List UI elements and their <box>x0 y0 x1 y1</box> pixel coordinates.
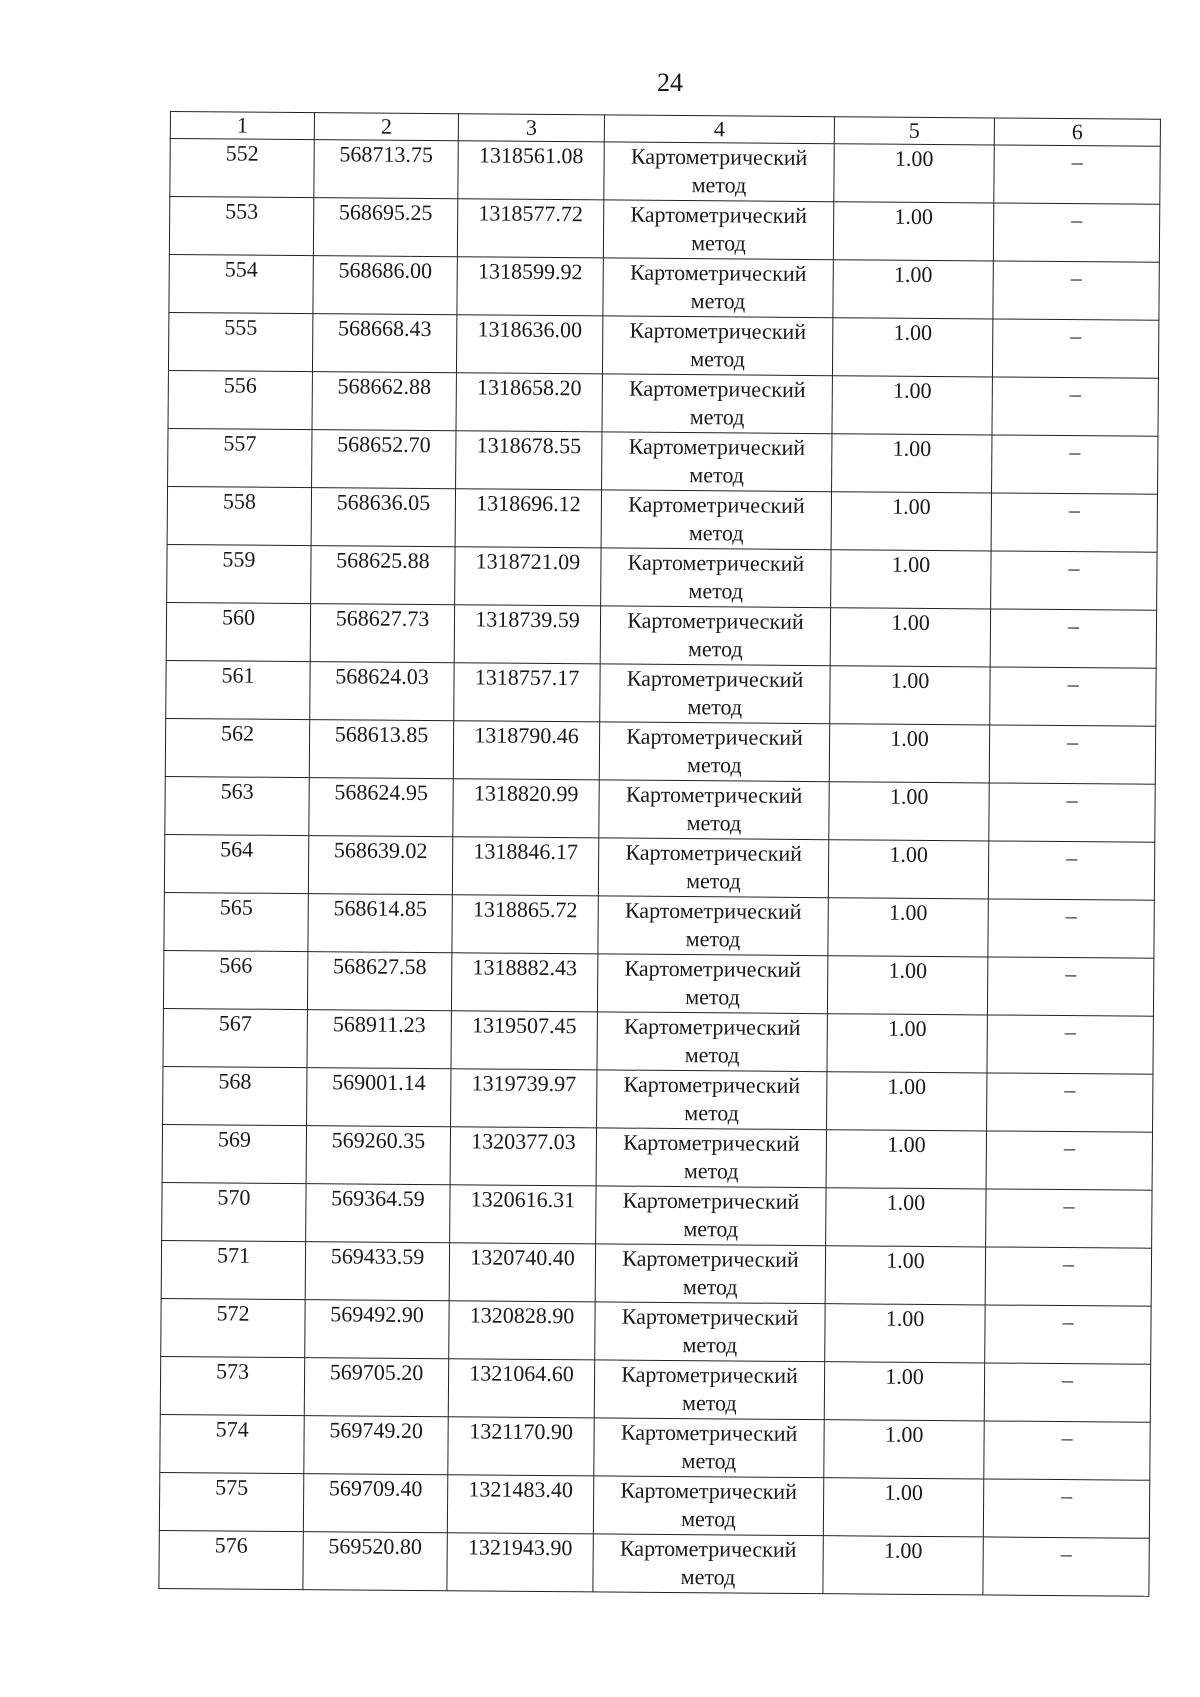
accuracy-cell: 1.00 <box>827 1014 987 1073</box>
coordinates-table <box>158 111 1161 1597</box>
point-number-cell: 559 <box>167 544 311 603</box>
x-coordinate-cell: 568652.70 <box>312 430 456 489</box>
y-coordinate-cell: 1318678.55 <box>456 431 602 490</box>
method-cell: Картометрический метод <box>594 1418 824 1478</box>
table-row <box>168 312 1158 378</box>
y-coordinate-cell: 1321483.40 <box>447 1475 593 1534</box>
x-coordinate-cell: 569705.20 <box>304 1358 448 1417</box>
note-cell: – <box>988 899 1154 958</box>
x-coordinate-cell: 568662.88 <box>312 372 456 431</box>
y-coordinate-cell: 1318846.17 <box>452 837 598 896</box>
x-coordinate-cell: 569260.35 <box>306 1126 450 1185</box>
method-cell: Картометрический метод <box>594 1360 824 1420</box>
table-row <box>161 1298 1151 1364</box>
table-row <box>163 1008 1153 1074</box>
point-number-cell: 575 <box>159 1472 303 1531</box>
note-cell: – <box>987 957 1153 1016</box>
note-cell: – <box>993 203 1159 262</box>
x-coordinate-cell: 568627.73 <box>310 604 454 663</box>
point-number-cell: 569 <box>162 1124 306 1183</box>
x-coordinate-cell: 569001.14 <box>307 1068 451 1127</box>
y-coordinate-cell: 1319507.45 <box>451 1011 597 1070</box>
point-number-cell: 555 <box>168 312 312 371</box>
point-number-cell: 572 <box>161 1298 305 1357</box>
note-cell: – <box>983 1479 1149 1538</box>
method-cell: Картометрический метод <box>599 780 829 840</box>
point-number-cell: 576 <box>159 1530 303 1589</box>
point-number-cell: 557 <box>168 428 312 487</box>
accuracy-cell: 1.00 <box>826 1188 986 1247</box>
note-cell: – <box>985 1247 1151 1306</box>
x-coordinate-cell: 568695.25 <box>313 198 457 257</box>
table-row <box>163 1066 1153 1132</box>
accuracy-cell: 1.00 <box>830 666 990 725</box>
accuracy-cell: 1.00 <box>829 782 989 841</box>
x-coordinate-cell: 568639.02 <box>308 836 452 895</box>
point-number-cell: 566 <box>163 950 307 1009</box>
table-row <box>163 950 1153 1016</box>
x-coordinate-cell: 568668.43 <box>312 314 456 373</box>
accuracy-cell: 1.00 <box>832 434 992 493</box>
y-coordinate-cell: 1318739.59 <box>454 605 600 664</box>
x-coordinate-cell: 569433.59 <box>305 1242 449 1301</box>
method-cell: Картометрический метод <box>603 258 833 318</box>
coordinates-table-wrapper <box>158 111 1160 1597</box>
accuracy-cell: 1.00 <box>826 1130 986 1189</box>
method-cell: Картометрический метод <box>598 838 828 898</box>
point-number-cell: 556 <box>168 370 312 429</box>
x-coordinate-cell: 568624.95 <box>309 778 453 837</box>
y-coordinate-cell: 1318696.12 <box>455 489 601 548</box>
method-cell: Картометрический метод <box>595 1244 825 1304</box>
y-coordinate-cell: 1321943.90 <box>447 1533 593 1592</box>
point-number-cell: 560 <box>166 602 310 661</box>
method-cell: Картометрический метод <box>596 1186 826 1246</box>
point-number-cell: 558 <box>167 486 311 545</box>
accuracy-cell: 1.00 <box>832 376 992 435</box>
accuracy-cell: 1.00 <box>824 1420 984 1479</box>
x-coordinate-cell: 568911.23 <box>307 1010 451 1069</box>
y-coordinate-cell: 1320740.40 <box>449 1243 595 1302</box>
note-cell: – <box>991 551 1157 610</box>
method-cell: Картометрический метод <box>601 490 831 550</box>
y-coordinate-cell: 1321064.60 <box>448 1359 594 1418</box>
accuracy-cell: 1.00 <box>823 1536 983 1595</box>
y-coordinate-cell: 1318721.09 <box>455 547 601 606</box>
method-cell: Картометрический метод <box>602 374 832 434</box>
table-row <box>166 660 1156 726</box>
column-header-4: 4 <box>604 115 834 144</box>
x-coordinate-cell: 568627.58 <box>307 952 451 1011</box>
accuracy-cell: 1.00 <box>823 1478 983 1537</box>
note-cell: – <box>986 1189 1152 1248</box>
method-cell: Картометрический метод <box>604 142 834 202</box>
x-coordinate-cell: 569709.40 <box>303 1474 447 1533</box>
x-coordinate-cell: 568613.85 <box>309 720 453 779</box>
column-header-6: 6 <box>994 118 1160 146</box>
method-cell: Картометрический метод <box>603 200 833 260</box>
note-cell: – <box>984 1363 1150 1422</box>
method-cell: Картометрический метод <box>602 432 832 492</box>
x-coordinate-cell: 568713.75 <box>314 140 458 199</box>
point-number-cell: 552 <box>170 139 314 198</box>
table-row <box>161 1240 1151 1306</box>
point-number-cell: 568 <box>163 1066 307 1125</box>
table-row <box>162 1182 1152 1248</box>
table-row <box>160 1414 1150 1480</box>
note-cell: – <box>984 1421 1150 1480</box>
method-cell: Картометрический метод <box>597 954 827 1014</box>
accuracy-cell: 1.00 <box>828 840 988 899</box>
table-row <box>167 544 1157 610</box>
point-number-cell: 567 <box>163 1008 307 1067</box>
method-cell: Картометрический метод <box>600 664 830 724</box>
table-row <box>167 486 1157 552</box>
y-coordinate-cell: 1318658.20 <box>456 373 602 432</box>
accuracy-cell: 1.00 <box>825 1246 985 1305</box>
column-header-2: 2 <box>314 113 458 141</box>
x-coordinate-cell: 569749.20 <box>304 1416 448 1475</box>
note-cell: – <box>985 1305 1151 1364</box>
table-row <box>166 602 1156 668</box>
table-row <box>169 197 1159 263</box>
note-cell: – <box>990 609 1156 668</box>
method-cell: Картометрический метод <box>601 548 831 608</box>
table-row <box>169 254 1159 320</box>
accuracy-cell: 1.00 <box>825 1304 985 1363</box>
method-cell: Картометрический метод <box>600 606 830 666</box>
note-cell: – <box>994 145 1160 204</box>
x-coordinate-cell: 568625.88 <box>311 546 455 605</box>
y-coordinate-cell: 1318599.92 <box>457 257 603 316</box>
y-coordinate-cell: 1318790.46 <box>453 721 599 780</box>
point-number-cell: 565 <box>164 892 308 951</box>
point-number-cell: 563 <box>165 776 309 835</box>
y-coordinate-cell: 1320828.90 <box>449 1301 595 1360</box>
table-row <box>164 892 1154 958</box>
y-coordinate-cell: 1318865.72 <box>452 895 598 954</box>
table-row <box>165 776 1155 842</box>
point-number-cell: 562 <box>165 718 309 777</box>
accuracy-cell: 1.00 <box>828 898 988 957</box>
table-row <box>165 718 1155 784</box>
y-coordinate-cell: 1318757.17 <box>454 663 600 722</box>
point-number-cell: 564 <box>164 834 308 893</box>
note-cell: – <box>993 261 1159 320</box>
x-coordinate-cell: 568686.00 <box>313 256 457 315</box>
x-coordinate-cell: 568624.03 <box>310 662 454 721</box>
note-cell: – <box>987 1073 1153 1132</box>
point-number-cell: 570 <box>162 1182 306 1241</box>
accuracy-cell: 1.00 <box>830 608 990 667</box>
point-number-cell: 554 <box>169 254 313 313</box>
table-row <box>168 428 1158 494</box>
y-coordinate-cell: 1318636.00 <box>456 315 602 374</box>
y-coordinate-cell: 1318882.43 <box>451 953 597 1012</box>
y-coordinate-cell: 1320377.03 <box>450 1127 596 1186</box>
method-cell: Картометрический метод <box>597 1012 827 1072</box>
accuracy-cell: 1.00 <box>831 492 991 551</box>
accuracy-cell: 1.00 <box>833 260 993 319</box>
x-coordinate-cell: 568614.85 <box>308 894 452 953</box>
note-cell: – <box>992 435 1158 494</box>
note-cell: – <box>983 1537 1149 1596</box>
x-coordinate-cell: 569492.90 <box>305 1300 449 1359</box>
table-row <box>159 1530 1149 1596</box>
y-coordinate-cell: 1321170.90 <box>448 1417 594 1476</box>
page-number: 24 <box>657 68 683 97</box>
note-cell: – <box>990 667 1156 726</box>
point-number-cell: 571 <box>161 1240 305 1299</box>
accuracy-cell: 1.00 <box>827 1072 987 1131</box>
note-cell: – <box>989 725 1155 784</box>
column-header-5: 5 <box>834 117 994 145</box>
y-coordinate-cell: 1318577.72 <box>457 199 603 258</box>
point-number-cell: 574 <box>160 1414 304 1473</box>
note-cell: – <box>992 319 1158 378</box>
y-coordinate-cell: 1319739.97 <box>451 1069 597 1128</box>
method-cell: Картометрический метод <box>595 1302 825 1362</box>
y-coordinate-cell: 1318561.08 <box>458 141 604 200</box>
accuracy-cell: 1.00 <box>832 318 992 377</box>
accuracy-cell: 1.00 <box>827 956 987 1015</box>
note-cell: – <box>992 377 1158 436</box>
point-number-cell: 553 <box>169 197 313 256</box>
note-cell: – <box>986 1131 1152 1190</box>
method-cell: Картометрический метод <box>599 722 829 782</box>
x-coordinate-cell: 569364.59 <box>306 1184 450 1243</box>
method-cell: Картометрический метод <box>593 1476 823 1536</box>
accuracy-cell: 1.00 <box>833 202 993 261</box>
x-coordinate-cell: 568636.05 <box>311 488 455 547</box>
table-row <box>164 834 1154 900</box>
table-row <box>170 139 1160 205</box>
method-cell: Картометрический метод <box>596 1128 826 1188</box>
table-row <box>162 1124 1152 1190</box>
table-row <box>159 1472 1149 1538</box>
y-coordinate-cell: 1318820.99 <box>453 779 599 838</box>
note-cell: – <box>988 841 1154 900</box>
column-header-3: 3 <box>458 114 604 142</box>
accuracy-cell: 1.00 <box>834 144 994 203</box>
note-cell: – <box>989 783 1155 842</box>
method-cell: Картометрический метод <box>598 896 828 956</box>
y-coordinate-cell: 1320616.31 <box>450 1185 596 1244</box>
point-number-cell: 573 <box>160 1356 304 1415</box>
point-number-cell: 561 <box>166 660 310 719</box>
method-cell: Картометрический метод <box>602 316 832 376</box>
accuracy-cell: 1.00 <box>831 550 991 609</box>
table-body <box>159 139 1160 1597</box>
accuracy-cell: 1.00 <box>824 1362 984 1421</box>
method-cell: Картометрический метод <box>597 1070 827 1130</box>
note-cell: – <box>991 493 1157 552</box>
accuracy-cell: 1.00 <box>829 724 989 783</box>
method-cell: Картометрический метод <box>593 1534 823 1594</box>
x-coordinate-cell: 569520.80 <box>303 1532 447 1591</box>
table-row <box>160 1356 1150 1422</box>
note-cell: – <box>987 1015 1153 1074</box>
table-row <box>168 370 1158 436</box>
column-header-1: 1 <box>170 112 314 140</box>
